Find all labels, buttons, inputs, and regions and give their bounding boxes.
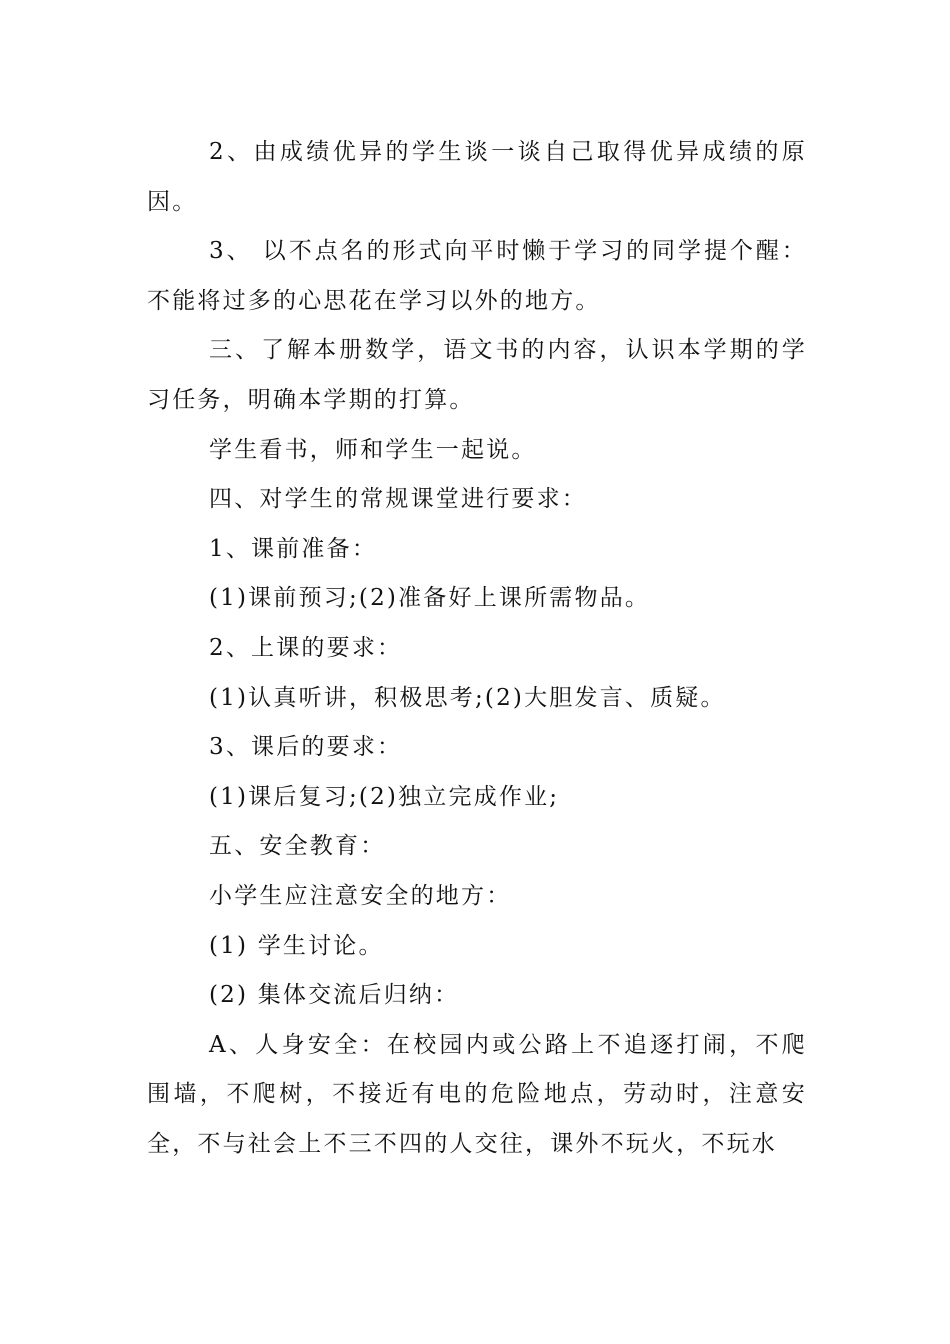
- paragraph-6: 1、课前准备：: [209, 535, 378, 562]
- paragraph-1: 2、由成绩优异的学生谈一谈自己取得优异成绩的原因。: [147, 139, 807, 215]
- paragraph-3: 三、了解本册数学，语文书的内容，认识本学期的学习任务，明确本学期的打算。: [147, 337, 807, 413]
- paragraph-2: 3、 以不点名的形式向平时懒于学习的同学提个醒：不能将过多的心思花在学习以外的地方。: [147, 238, 807, 314]
- paragraph-9: (1)认真听讲，积极思考;(2)大胆发言、质疑。: [209, 684, 726, 711]
- paragraph-11: (1)课后复习;(2)独立完成作业;: [209, 783, 560, 810]
- paragraph-16: A、人身安全：在校园内或公路上不追逐打闹，不爬围墙，不爬树，不接近有电的危险地点，劳动时，注意安全，不与社会上不三不四的人交往，课外不玩火，不玩水: [147, 1031, 807, 1157]
- paragraph-13: 小学生应注意安全的地方：: [209, 882, 512, 909]
- paragraph-14: (1) 学生讨论。: [209, 932, 384, 959]
- paragraph-4: 学生看书，师和学生一起说。: [209, 436, 537, 463]
- paragraph-10: 3、课后的要求：: [209, 734, 403, 761]
- paragraph-5: 四、对学生的常规课堂进行要求：: [209, 486, 587, 513]
- paragraph-12: 五、安全教育：: [209, 833, 386, 860]
- document-body: [147, 128, 807, 1169]
- paragraph-15: (2) 集体交流后归纳：: [209, 982, 460, 1009]
- paragraph-7: (1)课前预习;(2)准备好上课所需物品。: [209, 585, 651, 612]
- paragraph-8: 2、上课的要求：: [209, 634, 403, 661]
